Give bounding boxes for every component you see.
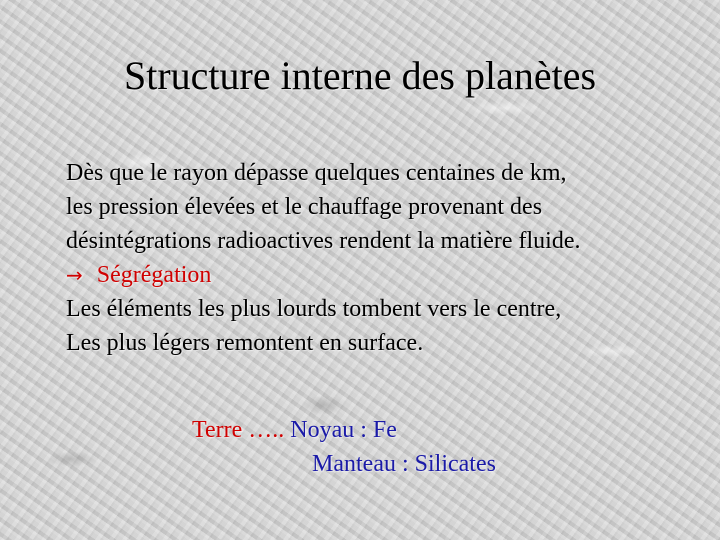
body-line-3: désintégrations radioactives rendent la matière fluide. [66, 228, 581, 254]
core-composition: Noyau : Fe [290, 417, 397, 443]
earth-example-mantle [312, 447, 496, 481]
mantle-composition: Manteau : Silicates [312, 451, 496, 477]
right-arrow-icon: → [66, 263, 83, 287]
body-line-2: les pression élevées et le chauffage provenant des [66, 194, 543, 220]
body-line-5: Les plus légers remontent en surface. [66, 330, 424, 356]
segregation-line [66, 258, 706, 292]
segregation-label: Ségrégation [96, 262, 212, 288]
earth-example [192, 413, 397, 447]
body-line-1: Dès que le rayon dépasse quelques centaines de km, [66, 160, 567, 186]
example-dots: ….. [242, 417, 291, 443]
body-line-4: Les éléments les plus lourds tombent vers le centre, [66, 296, 562, 322]
slide-body [66, 156, 706, 360]
slide-title: Structure interne des planètes [123, 53, 597, 98]
planet-name: Terre [192, 417, 243, 443]
